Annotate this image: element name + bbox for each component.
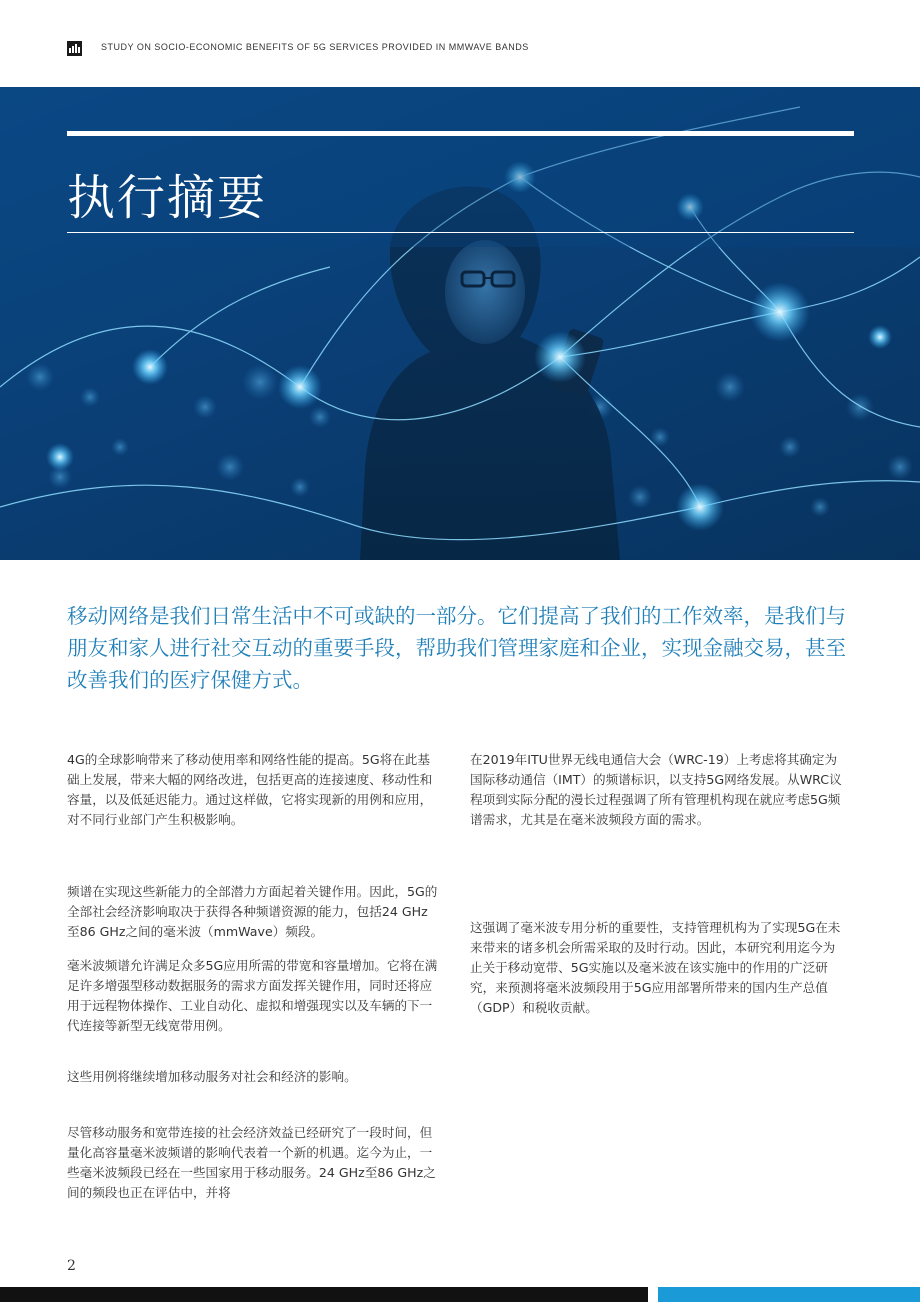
body-paragraph-left-1: 4G的全球影响带来了移动使用率和网络性能的提高。5G将在此基础上发展，带来大幅的网络改进，包括更高的连接速度、移动性和容量，以及低延迟能力。通过这样做，它将实现新的用例和应用，对不同行业部门产生积极影响。 (67, 752, 433, 827)
body-paragraph-right-1: 在2019年ITU世界无线电通信大会（WRC-19）上考虑将其确定为国际移动通信（IMT）的频谱标识，以支持5G网络发展。从WRC议程项到实际分配的漫长过程强调了所有管理机构现在就应考虑5G频谱需求，尤其是在毫米波频段方面的需求。 (470, 752, 842, 827)
page-number: 2 (67, 1258, 76, 1274)
footer-bar-dark (0, 1287, 648, 1302)
hero-image (0, 87, 920, 560)
body-paragraph-left-2: 频谱在实现这些新能力的全部潜力方面起着关键作用。因此，5G的全部社会经济影响取决于获得各种频谱资源的能力，包括24 GHz至86 GHz之间的毫米波（mmWave）频段。 (67, 884, 438, 939)
body-paragraph-right-2: 这强调了毫米波专用分析的重要性，支持管理机构为了实现5G在未来带来的诸多机会所需采取的及时行动。因此，本研究利用迄今为止关于移动宽带、5G实施以及毫米波在该实施中的作用的广泛研究，来预测将毫米波频段用于5G应用部署所带来的国内生产总值（GDP）和税收贡献。 (470, 920, 841, 1015)
body-paragraph-left-5: 尽管移动服务和宽带连接的社会经济效益已经研究了一段时间，但量化高容量毫米波频谱的影响代表着一个新的机遇。迄今为止，一些毫米波频段已经在一些国家用于移动服务。24 GHz至86 GHz之间的频段也正在评估中，并将 (67, 1125, 436, 1200)
page-title: 执行摘要 (67, 170, 268, 226)
running-header: STUDY ON SOCIO-ECONOMIC BENEFITS OF 5G SERVICES PROVIDED IN MMWAVE BANDS (101, 42, 529, 52)
hero-bottom-rule (67, 232, 854, 233)
footer-bar-blue (658, 1287, 920, 1302)
lead-paragraph: 移动网络是我们日常生活中不可或缺的一部分。它们提高了我们的工作效率，是我们与朋友和家人进行社交互动的重要手段，帮助我们管理家庭和企业，实现金融交易，甚至改善我们的医疗保健方式。 (67, 604, 846, 692)
hero-top-rule (67, 131, 854, 136)
report-logo-icon (67, 41, 82, 56)
body-paragraph-left-3: 毫米波频谱允许满足众多5G应用所需的带宽和容量增加。它将在满足许多增强型移动数据服务的需求方面发挥关键作用，同时还将应用于远程物体操作、工业自动化、虚拟和增强现实以及车辆的下一代连接等新型无线宽带用例。 (67, 958, 438, 1033)
body-paragraph-left-4: 这些用例将继续增加移动服务对社会和经济的影响。 (67, 1069, 357, 1084)
hero-banner (0, 87, 920, 560)
